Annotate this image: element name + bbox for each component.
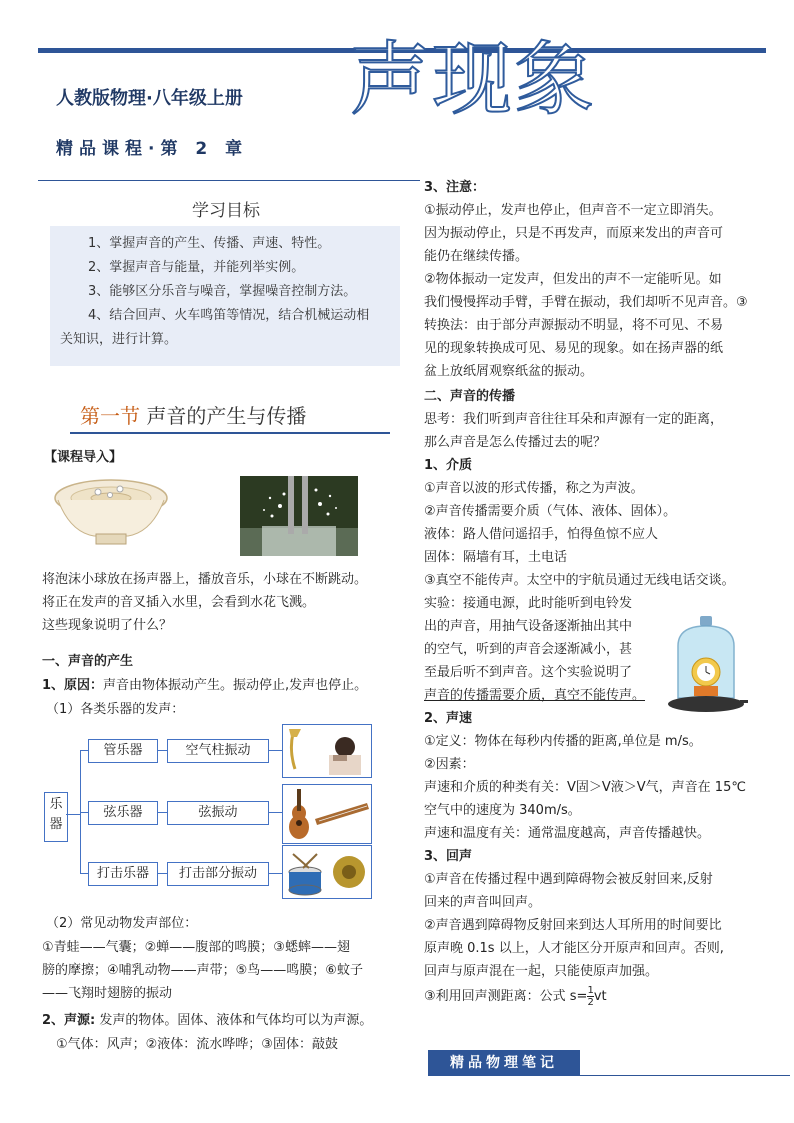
edition-label: 人教版物理·八年级上册 xyxy=(56,88,243,109)
speed-line: ①定义：物体在每秒内传播的距离,单位是 m/s。 xyxy=(424,734,702,749)
medium-line: ②声音传播需要介质（气体、液体、固体）。 xyxy=(424,504,677,519)
source-examples: ①气体：风声；②液体：流水哗哗；③固体：敲鼓 xyxy=(56,1037,338,1052)
header-divider xyxy=(38,180,420,181)
medium-line: 固体：隔墙有耳，土电话 xyxy=(424,550,568,565)
note-line: 我们慢慢挥动手臂，手臂在振动，我们却听不见声音。③ xyxy=(424,295,748,310)
vibration-mode-box: 弦振动 xyxy=(167,801,269,825)
think-line: 思考：我们听到声音往往耳朵和声源有一定的距离， xyxy=(424,412,724,427)
animal-subheading: （2）常见动物发声部位： xyxy=(46,916,198,931)
animal-text xyxy=(42,936,414,1005)
goal-item: 3、能够区分乐音与噪音，掌握噪音控制方法。 xyxy=(88,284,357,299)
intro-line: 将正在发声的音叉插入水里，会看到水花飞溅。 xyxy=(42,595,316,610)
medium-line: ①声音以波的形式传播，称之为声波。 xyxy=(424,481,644,496)
medium-title: 1、介质 xyxy=(424,458,473,473)
goal-item: 关知识，进行计算。 xyxy=(60,332,178,347)
experiment-line: 出的声音，用抽气设备逐渐抽出其中 xyxy=(424,619,633,634)
echo-line: 原声晚 0.1s 以上，人才能区分开原声和回声。否则, xyxy=(424,941,724,956)
tuning-fork-water-photo xyxy=(240,476,358,556)
vibration-mode-box: 打击部分振动 xyxy=(167,862,269,886)
connector xyxy=(80,873,88,874)
echo-formula-prefix: ③利用回声测距离：公式 s= xyxy=(424,989,588,1004)
instrument-root-box: 乐器 xyxy=(44,792,68,842)
intro-line: 这些现象说明了什么？ xyxy=(42,618,173,633)
connector xyxy=(80,812,88,813)
trumpet-icon xyxy=(283,725,371,777)
speed-temp-line: 声速和温度有关：通常温度越高，声音传播越快。 xyxy=(424,826,711,841)
echo-formula xyxy=(424,985,774,1008)
chapter-title: 声现象 xyxy=(350,33,596,126)
speed-air-line: 空气中的速度为 340m/s。 xyxy=(424,803,581,818)
experiment-line: 的空气，听到的声音会逐渐减小，甚 xyxy=(424,642,633,657)
echo-line: 回来的声音叫回声。 xyxy=(424,895,542,910)
connector xyxy=(268,750,282,751)
section-name: 声音的产生与传播 xyxy=(146,404,307,428)
goal-item: 1、掌握声音的产生、传播、声速、特性。 xyxy=(88,236,331,251)
note-line: 能仍在继续传播。 xyxy=(424,249,529,264)
echo-line: ②声音遇到障碍物反射回来到达人耳所用的时间要比 xyxy=(424,918,722,933)
fraction-numerator: 1 xyxy=(587,985,594,996)
experiment-line: 至最后听不到声音。这个实验说明了 xyxy=(424,665,633,680)
vibration-mode-box: 空气柱振动 xyxy=(167,739,269,763)
heading-propagation: 二、声音的传播 xyxy=(424,389,516,404)
instrument-subheading: （1）各类乐器的发声： xyxy=(46,702,185,717)
note-line: 因为振动停止，只是不再发声，而原来发出的声音可 xyxy=(424,226,724,241)
goal-item: 4、结合回声、火车鸣笛等情况，结合机械运动相 xyxy=(88,308,370,323)
animal-line: ①青蛙——气囊；②蝉——腹部的鸣膜；③蟋蟀——翅 xyxy=(42,940,350,955)
speed-title: 2、声速 xyxy=(424,711,473,726)
percussion-instrument-picture xyxy=(282,845,372,899)
experiment-line: 实验：接通电源，此时能听到电铃发 xyxy=(424,596,633,611)
cause-text: 声音由物体振动产生。振动停止,发声也停止。 xyxy=(103,678,368,693)
echo-formula-suffix: vt xyxy=(593,989,607,1004)
goal-item: 2、掌握声音与能量，并能列举实例。 xyxy=(88,260,305,275)
think-line: 那么声音是怎么传播过去的呢？ xyxy=(424,435,607,450)
speaker-illustration xyxy=(50,470,172,550)
source-label: 2、声源: xyxy=(42,1013,96,1028)
echo-line: 回声与原声混在一起，只能使原声加强。 xyxy=(424,964,659,979)
connector xyxy=(66,814,80,815)
connector xyxy=(157,873,167,874)
section-title xyxy=(80,400,306,429)
note-line: 盆上放纸屑观察纸盆的振动。 xyxy=(424,364,594,379)
medium-line: 液体：路人借问遥招手，怕得鱼惊不应人 xyxy=(424,527,659,542)
echo-line: ①声音在传播过程中遇到障碍物会被反射回来,反射 xyxy=(424,872,713,887)
section-number: 第一节 xyxy=(80,404,140,428)
intro-line: 将泡沫小球放在扬声器上，播放音乐，小球在不断跳动。 xyxy=(42,572,368,587)
section-underline xyxy=(70,432,390,434)
instrument-type-box: 打击乐器 xyxy=(88,862,158,886)
note-line: 见的现象转换成可见、易见的现象。如在扬声器的纸 xyxy=(424,341,724,356)
cause-line xyxy=(42,674,412,697)
intro-label: 【课程导入】 xyxy=(44,450,123,465)
cause-label: 1、原因： xyxy=(42,678,104,693)
intro-text xyxy=(42,568,402,637)
connector xyxy=(268,812,282,813)
connector xyxy=(80,750,88,751)
goals-title: 学习目标 xyxy=(192,201,260,221)
note-line: 转换法：由于部分声源振动不明显，将不可见、不易 xyxy=(424,318,724,333)
wind-instrument-picture xyxy=(282,724,372,778)
speed-line: ②因素： xyxy=(424,757,475,772)
animal-line: ——飞翔时翅膀的振动 xyxy=(42,986,173,1001)
speed-medium-line: 声速和介质的种类有关：V固＞V液＞V气，声音在 15℃ xyxy=(424,780,746,795)
connector xyxy=(268,873,282,874)
course-label: 精品课程·第 2 章 xyxy=(56,139,249,159)
note-line: ②物体振动一定发声，但发出的声不一定能听见。如 xyxy=(424,272,722,287)
drum-gong-icon xyxy=(283,846,371,898)
notes-underline xyxy=(580,1075,790,1076)
goals-box xyxy=(50,226,400,366)
instrument-type-box: 弦乐器 xyxy=(88,801,158,825)
right-column xyxy=(424,176,774,1008)
string-instrument-picture xyxy=(282,784,372,844)
source-text: 发声的物体。固体、液体和气体均可以为声源。 xyxy=(95,1013,373,1028)
instrument-type-box: 管乐器 xyxy=(88,739,158,763)
experiment-conclusion: 声音的传播需要介质，真空不能传声。 xyxy=(424,688,646,703)
notes-label: 精品物理笔记 xyxy=(428,1050,580,1076)
fraction-denominator: 2 xyxy=(587,997,594,1008)
sound-source-line xyxy=(42,1009,414,1032)
medium-line: ③真空不能传声。太空中的宇航员通过无线电话交谈。 xyxy=(424,573,735,588)
heading-production: 一、声音的产生 xyxy=(42,654,134,669)
echo-title: 3、回声 xyxy=(424,849,473,864)
guitar-icon xyxy=(283,785,371,843)
animal-line: 膀的摩擦；④哺乳动物——声带；⑤鸟——鸣膜；⑥蚊子 xyxy=(42,963,363,978)
bell-jar-illustration xyxy=(664,614,748,718)
note-title: 3、注意： xyxy=(424,180,486,195)
connector xyxy=(157,750,167,751)
connector xyxy=(157,812,167,813)
note-line: ①振动停止，发声也停止，但声音不一定立即消失。 xyxy=(424,203,722,218)
